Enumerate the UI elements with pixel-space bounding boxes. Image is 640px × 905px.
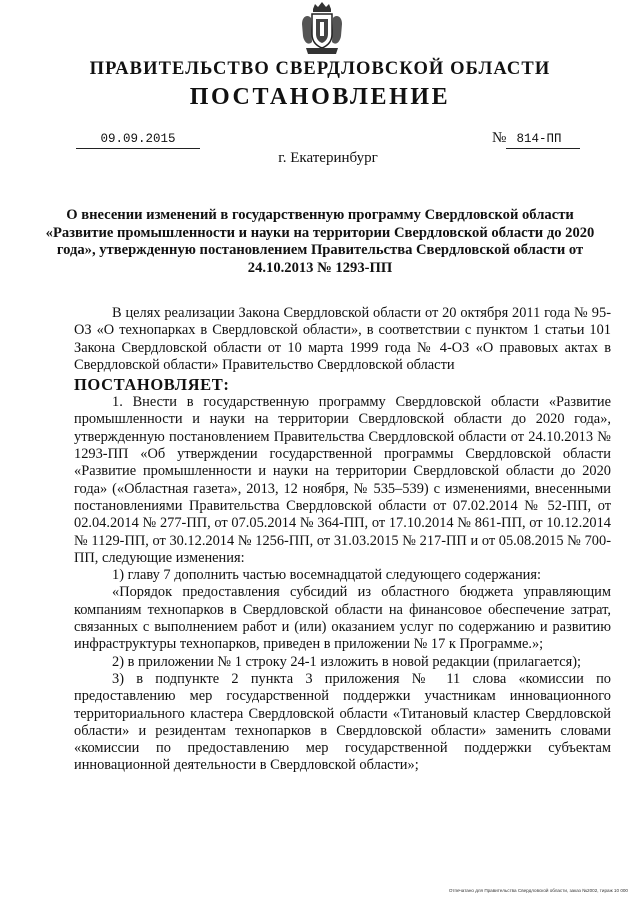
number-sign: №	[492, 130, 507, 146]
number-underline	[506, 148, 580, 149]
document-type: ПОСТАНОВЛЕНИЕ	[189, 84, 451, 110]
subitem-2-paragraph: 2) в приложении № 1 строку 24-1 изложить в новой редакции (прилагается);	[112, 653, 582, 670]
coat-of-arms-emblem	[300, 2, 344, 56]
print-footer: Отпечатано для Правительства Свердловской области, заказ №2002, тираж 10 000	[448, 888, 628, 893]
item-1-paragraph: 1. Внести в государственную программу Свердловской области «Развитие промышленности и науки на территории Свердловской области до 2020 года», утвержденную постановлением Правительства Свердловской области от 24.10.2013 № 1293-ПП «Об утверждении государственной программы Свердловской области «Развитие промышленности и науки на территории Свердловской области до 2020 года» («Областная газета», 2013, 12 ноября, № 535–539) с изменениями, внесенными постановлениями Правительства Свердловской области от 07.02.2014 № 52-ПП, от 02.04.2014 № 277-ПП, от 07.05.2014 № 364-ПП, от 17.10.2014 № 861-ПП, от 10.12.2014 № 1129-ПП, от 30.12.2014 № 1256-ПП, от 31.03.2015 № 217-ПП и от 05.08.2015 № 700-ПП, следующие изменения:	[74, 394, 611, 566]
subitem-1-paragraph: 1) главу 7 дополнить частью восемнадцатой следующего содержания:	[112, 567, 541, 584]
document-title: О внесении изменений в государственную программу Свердловской области «Развитие промышленности и науки на территории Свердловской области до 2020 года», утвержденную постановлением Правительства Свердловской области от 24.10.2013 № 1293-ПП	[45, 207, 595, 276]
document-number: 814-ПП	[516, 132, 562, 146]
document-body	[74, 305, 611, 775]
decree-heading: ПОСТАНОВЛЯЕТ:	[74, 375, 230, 395]
preamble-paragraph: В целях реализации Закона Свердловской области от 20 октября 2011 года № 95-ОЗ «О технопарках в Свердловской области», в соответствии с пунктом 1 статьи 101 Закона Свердловской области от 10 марта 1999 года № 4-ОЗ «О правовых актах в Свердловской области» Правительство Свердловской области	[74, 305, 611, 373]
document-date: 09.09.2015	[100, 132, 176, 146]
organization-name: ПРАВИТЕЛЬСТВО СВЕРДЛОВСКОЙ ОБЛАСТИ	[89, 59, 551, 79]
subitem-3-paragraph: 3) в подпункте 2 пункта 3 приложения № 11 слова «комиссии по предоставлению мер государственной поддержки участникам инновационного территориального кластера Свердловской области «Титановый кластер Свердловской области» и резидентам технопарков в Свердловской области» заменить словами «комиссии по предоставлению мер государственной поддержки субъектам инновационной деятельности в Свердловской области»;	[74, 670, 611, 774]
date-underline	[76, 148, 200, 149]
city: г. Екатеринбург	[278, 150, 378, 166]
quote-paragraph: «Порядок предоставления субсидий из областного бюджета управляющим компаниям технопарков в Свердловской области на финансовое обеспечение затрат, связанных с выполнением работ и (или) оказанием услуг по содержанию и развитию инфраструктуры технопарков, приведен в приложении № 17 к Программе.»;	[74, 584, 611, 653]
